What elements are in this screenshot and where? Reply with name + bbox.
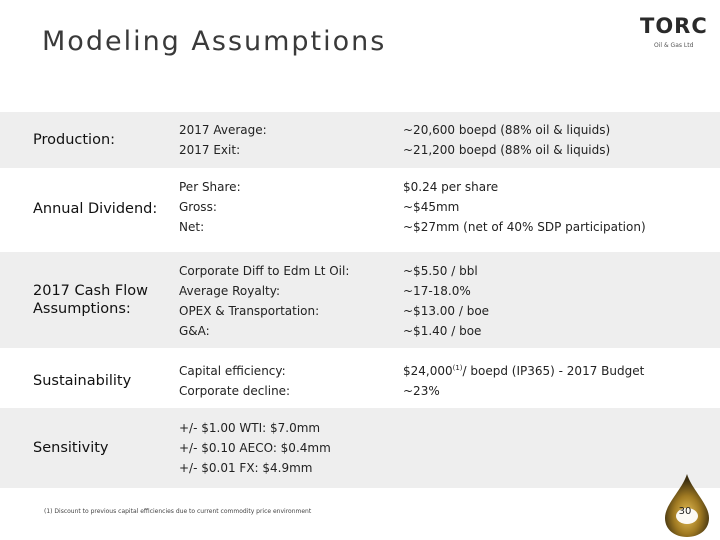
oil-drop-icon	[662, 472, 712, 538]
value-2017-average: ~20,600 boepd (88% oil & liquids)	[403, 123, 611, 137]
footnote-marker: (1)	[452, 364, 463, 372]
label-average-royalty: Average Royalty:	[179, 284, 280, 298]
value-per-share: $0.24 per share	[403, 180, 499, 194]
value-2017-exit: ~21,200 boepd (88% oil & liquids)	[403, 143, 611, 157]
label-per-share: Per Share:	[179, 180, 241, 194]
value-capital-efficiency: $24,000$^{(1)}$/ boepd (IP365) - 2017 Budget	[403, 364, 645, 378]
value-net: ~$27mm (net of 40% SDP participation)	[403, 220, 646, 234]
label-2017-exit: 2017 Exit:	[179, 143, 241, 157]
value-opex: ~$13.00 / boe	[403, 304, 490, 318]
logo-subtitle: Oil & Gas Ltd	[654, 42, 694, 49]
value-gross: ~$45mm	[403, 200, 460, 214]
label-corporate-diff: Corporate Diff to Edm Lt Oil:	[179, 264, 350, 278]
label-opex: OPEX & Transportation:	[179, 304, 320, 318]
category-production: Production:	[33, 132, 116, 148]
category-annual-dividend: Annual Dividend:	[33, 201, 158, 217]
sensitivity-aeco: +/- $0.10 AECO: $0.4mm	[179, 441, 331, 455]
label-net: Net:	[179, 220, 205, 234]
label-corporate-decline: Corporate decline:	[179, 384, 291, 398]
sensitivity-fx: +/- $0.01 FX: $4.9mm	[179, 461, 313, 475]
value-ga: ~$1.40 / boe	[403, 324, 482, 338]
label-2017-average: 2017 Average:	[179, 123, 267, 137]
sensitivity-wti: +/- $1.00 WTI: $7.0mm	[179, 421, 321, 435]
value-corporate-decline: ~23%	[403, 384, 440, 398]
logo-wordmark: TORC	[640, 14, 708, 38]
value-corporate-diff: ~$5.50 / bbl	[403, 264, 478, 278]
category-sustainability: Sustainability	[33, 373, 132, 389]
torc-logo	[640, 14, 708, 58]
page-title: Modeling Assumptions	[42, 26, 387, 57]
label-gross: Gross:	[179, 200, 217, 214]
label-ga: G&A:	[179, 324, 210, 338]
value-average-royalty: ~17-18.0%	[403, 284, 471, 298]
label-capital-efficiency: Capital efficiency:	[179, 364, 286, 378]
category-cash-flow: 2017 Cash Flow Assumptions:	[33, 283, 148, 317]
page-number: 30	[678, 506, 692, 517]
footnote: (1) Discount to previous capital efficiencies due to current commodity price environment	[44, 508, 312, 515]
category-sensitivity: Sensitivity	[33, 440, 109, 456]
